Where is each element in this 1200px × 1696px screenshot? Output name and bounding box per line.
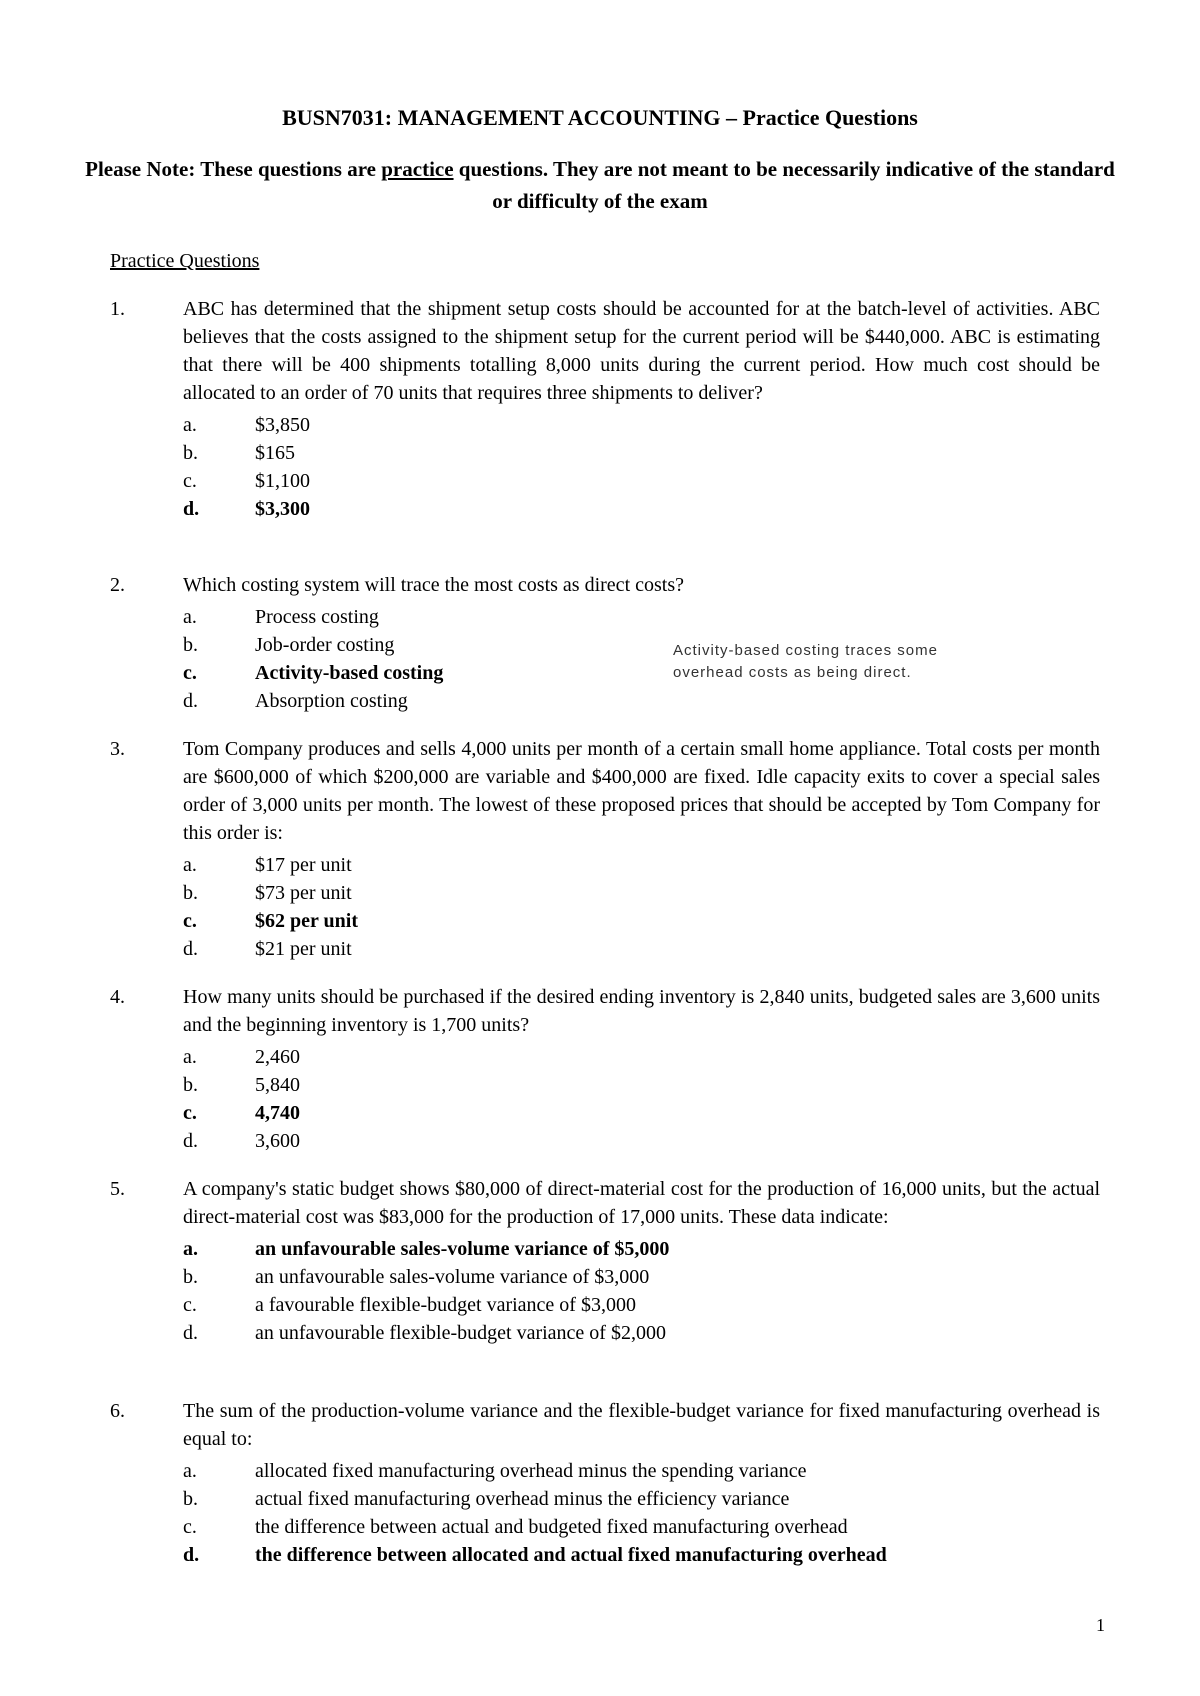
page-number: 1 <box>1096 1615 1105 1635</box>
option-b <box>183 631 1100 659</box>
question-text: Tom Company produces and sells 4,000 units per month of a certain small home appliance. Total costs per month are $600,000 of which $200,000 are variable and $400,000 are fixed. Idle capacity exits to cover a special sales order of 3,000 units per month. The lowest of these proposed prices that should be accepted by Tom Company for this order is: <box>183 738 1100 844</box>
question-2 <box>110 571 1100 715</box>
option-text: allocated fixed manufacturing overhead minus the spending variance <box>255 1460 807 1482</box>
option-text: $21 per unit <box>255 938 352 960</box>
option-letter: a. <box>183 414 197 436</box>
question-4 <box>110 983 1100 1155</box>
option-letter: c. <box>183 1102 197 1124</box>
option-b <box>183 439 1100 467</box>
option-text: $73 per unit <box>255 882 352 904</box>
option-text: the difference between allocated and actual fixed manufacturing overhead <box>255 1544 887 1566</box>
note-text-end: questions. They are not meant to be necessarily indicative of the standard or difficulty of the exam <box>453 157 1115 213</box>
option-c <box>183 467 1100 495</box>
question-text: How many units should be purchased if the desired ending inventory is 2,840 units, budgeted sales are 3,600 units and the beginning inventory is 1,700 units? <box>183 986 1100 1036</box>
options-list <box>183 603 1100 715</box>
option-d <box>183 935 1100 963</box>
option-text: 5,840 <box>255 1074 300 1096</box>
option-letter: d. <box>183 690 198 712</box>
option-d <box>183 687 1100 715</box>
option-letter: b. <box>183 1488 198 1510</box>
option-a <box>183 411 1100 439</box>
option-letter: c. <box>183 470 197 492</box>
option-letter: c. <box>183 910 197 932</box>
question-number: 6. <box>110 1400 125 1422</box>
options-list <box>183 1043 1100 1155</box>
option-text: Absorption costing <box>255 690 408 712</box>
option-a <box>183 851 1100 879</box>
option-text: an unfavourable sales-volume variance of $3,000 <box>255 1266 650 1288</box>
option-text: $17 per unit <box>255 854 352 876</box>
option-text: Job-order costing <box>255 634 395 656</box>
option-text: an unfavourable flexible-budget variance of $2,000 <box>255 1322 666 1344</box>
option-d <box>183 1319 1100 1347</box>
option-text: the difference between actual and budgeted fixed manufacturing overhead <box>255 1516 848 1538</box>
option-text: Process costing <box>255 606 379 628</box>
option-letter: b. <box>183 442 198 464</box>
option-letter: c. <box>183 1516 197 1538</box>
option-d-correct <box>183 495 1100 523</box>
option-letter: c. <box>183 662 197 684</box>
option-text: $3,850 <box>255 414 310 436</box>
option-letter: d. <box>183 1130 198 1152</box>
option-d <box>183 1127 1100 1155</box>
option-b <box>183 879 1100 907</box>
question-number: 1. <box>110 298 125 320</box>
options-list <box>183 851 1100 963</box>
option-letter: c. <box>183 1294 197 1316</box>
option-text: an unfavourable sales-volume variance of $5,000 <box>255 1238 670 1260</box>
option-b <box>183 1071 1100 1099</box>
options-list <box>183 411 1100 523</box>
note-underlined-word: practice <box>381 157 454 181</box>
option-letter: d. <box>183 938 198 960</box>
option-text: 3,600 <box>255 1130 300 1152</box>
option-a <box>183 603 1100 631</box>
option-a <box>183 1043 1100 1071</box>
option-c-correct <box>183 907 1100 935</box>
options-list <box>183 1457 1100 1569</box>
section-heading: Practice Questions <box>110 250 260 272</box>
document-title: BUSN7031: MANAGEMENT ACCOUNTING – Practice Questions <box>282 105 918 130</box>
annotation-line-2: overhead costs as being direct. <box>673 664 912 681</box>
options-list <box>183 1235 1100 1347</box>
option-text: 4,740 <box>255 1102 300 1124</box>
option-d-correct <box>183 1541 1100 1569</box>
option-letter: a. <box>183 854 197 876</box>
option-text: Activity-based costing <box>255 662 444 684</box>
option-letter: b. <box>183 1074 198 1096</box>
question-number: 4. <box>110 986 125 1008</box>
option-letter: a. <box>183 606 197 628</box>
option-letter: a. <box>183 1460 197 1482</box>
margin-annotation <box>673 640 938 684</box>
option-text: $1,100 <box>255 470 310 492</box>
question-number: 2. <box>110 574 125 596</box>
option-text: $3,300 <box>255 498 310 520</box>
option-letter: d. <box>183 1322 198 1344</box>
question-text: ABC has determined that the shipment setup costs should be accounted for at the batch-level of activities. ABC believes that the costs assigned to the shipment setup for the current period will be $440,000. ABC is estimating that there will be 400 shipments totalling 8,000 units during the current period. How much cost should be allocated to an order of 70 units that requires three shipments to deliver? <box>183 298 1100 404</box>
option-c <box>183 1291 1100 1319</box>
option-letter: a. <box>183 1046 197 1068</box>
annotation-line-1: Activity-based costing traces some <box>673 642 938 659</box>
option-letter: d. <box>183 498 200 520</box>
option-b <box>183 1263 1100 1291</box>
question-number: 3. <box>110 738 125 760</box>
option-a-correct <box>183 1235 1100 1263</box>
question-1 <box>110 295 1100 523</box>
option-letter: d. <box>183 1544 200 1566</box>
question-text: Which costing system will trace the most costs as direct costs? <box>183 574 684 596</box>
option-c-correct <box>183 1099 1100 1127</box>
option-a <box>183 1457 1100 1485</box>
option-letter: b. <box>183 882 198 904</box>
practice-note <box>80 153 1120 217</box>
question-text: The sum of the production-volume variance and the flexible-budget variance for fixed manufacturing overhead is equal to: <box>183 1400 1100 1450</box>
question-6 <box>110 1397 1100 1569</box>
option-text: actual fixed manufacturing overhead minus the efficiency variance <box>255 1488 790 1510</box>
option-c <box>183 1513 1100 1541</box>
option-letter: b. <box>183 1266 198 1288</box>
question-3 <box>110 735 1100 963</box>
question-number: 5. <box>110 1178 125 1200</box>
question-5 <box>110 1175 1100 1347</box>
option-c-correct <box>183 659 1100 687</box>
question-text: A company's static budget shows $80,000 of direct-material cost for the production of 16,000 units, but the actual direct-material cost was $83,000 for the production of 17,000 units. These data indicate: <box>183 1178 1100 1228</box>
option-letter: b. <box>183 634 198 656</box>
note-text-start: Please Note: These questions are <box>85 157 382 181</box>
option-b <box>183 1485 1100 1513</box>
option-text: a favourable flexible-budget variance of $3,000 <box>255 1294 636 1316</box>
option-text: $165 <box>255 442 295 464</box>
option-text: $62 per unit <box>255 910 358 932</box>
option-letter: a. <box>183 1238 198 1260</box>
option-text: 2,460 <box>255 1046 300 1068</box>
